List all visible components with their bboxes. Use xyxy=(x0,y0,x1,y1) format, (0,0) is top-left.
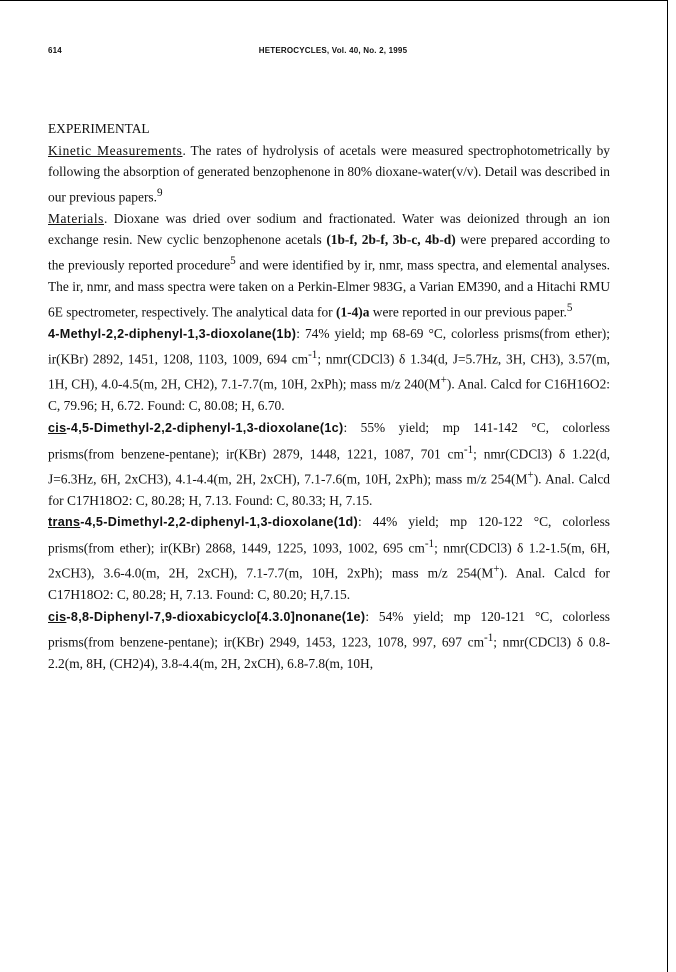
materials-paragraph xyxy=(48,208,610,323)
compound-1c-sup-2: + xyxy=(527,468,534,481)
materials-text-4: were reported in our previous paper. xyxy=(369,304,567,320)
compound-1d-text-1: : 44% yield; mp 120-122 °C, colorless prisms(from ether); ir(KBr) 2868, 1449, 1225, 1093, 1002, 695 cm xyxy=(48,514,610,556)
compound-1b-name: 4-Methyl-2,2-diphenyl-1,3-dioxolane(1b) xyxy=(48,326,297,341)
materials-heading: Materials xyxy=(48,210,104,226)
kinetic-paragraph xyxy=(48,140,610,208)
compound-1c-prefix: cis xyxy=(48,421,67,436)
compound-1e-prefix: cis xyxy=(48,609,67,624)
page-number: 614 xyxy=(48,46,62,55)
compound-1c-text-1: : 55% yield; mp 141-142 °C, colorless prisms(from benzene-pentane); ir(KBr) 2879, 1448, 1221, 1087, 701 cm xyxy=(48,420,610,462)
compound-1e-name-rest: -8,8-Diphenyl-7,9-dioxabicyclo[4.3.0]nonane(1e) xyxy=(66,609,366,624)
compound-1d-prefix: trans xyxy=(48,515,81,530)
materials-compounds-2: (1-4)a xyxy=(335,304,370,320)
compound-1c-text-2: ; nmr(CDCl3) δ 1.22(d, J=6.3Hz, 6H, 2xCH3), 4.1-4.4(m, 2H, 2xCH), 7.1-7.6(m, 10H, 2xPh); mass m/z 254(M xyxy=(48,446,610,487)
section-title: EXPERIMENTAL xyxy=(48,121,150,136)
compound-1b-text-1: : 74% yield; mp 68-69 °C, colorless prisms(from ether); ir(KBr) 2892, 1451, 1208, 1103, 1009, 694 cm xyxy=(48,325,610,367)
compound-1b-text-2: ; nmr(CDCl3) δ 1.34(d, J=5.7Hz, 3H, CH3), 3.57(m, 1H, CH), 4.0-4.5(m, 2H, CH2), 7.1-7.7(m, 10H, 2xPh); mass m/z 240(M xyxy=(48,351,610,392)
kinetic-text: . The rates of hydrolysis of acetals were measured spectrophotometrically by following the absorption of generated benzophenone in 80% dioxane-water(v/v). Detail was described in our previous papers. xyxy=(48,142,610,205)
kinetic-heading: Kinetic Measurements xyxy=(48,142,183,158)
compound-1d-sup-2: + xyxy=(493,563,500,576)
compound-1b-entry xyxy=(48,323,610,417)
compound-1b-sup-1: -1 xyxy=(308,349,318,362)
compound-1e-sup-1: -1 xyxy=(483,632,494,645)
materials-text-3: and were identified by ir, nmr, mass spectra, and elemental analyses. The ir, nmr, and mass spectra were taken on a Perkin-Elmer 983G, a Varian EM390, and a Hitachi RMU 6E spectrometer, respectively. The analytical data for xyxy=(48,257,610,320)
page-border-top xyxy=(0,0,668,1)
compound-1e-name xyxy=(48,610,365,624)
compound-1d-name xyxy=(48,515,358,529)
article-body xyxy=(48,118,610,675)
journal-citation: HETEROCYCLES, Vol. 40, No. 2, 1995 xyxy=(258,46,408,55)
compound-1c-entry xyxy=(48,417,610,511)
compound-1b-text-3: ). Anal. Calcd for C16H16O2: C, 79.96; H, 6.72. Found: C, 80.08; H, 6.70. xyxy=(48,376,610,414)
page-border-right xyxy=(667,0,668,972)
compound-1e-entry xyxy=(48,606,610,675)
materials-text-2: were prepared according to the previously reported procedure xyxy=(48,232,611,273)
compound-1c-sup-1: -1 xyxy=(463,443,474,456)
compound-1d-text-3: ). Anal. Calcd for C17H18O2: C, 80.28; H, 7.13. Found: C, 80.20; H,7.15. xyxy=(48,565,610,603)
kinetic-ref: 9 xyxy=(156,186,163,199)
compound-1d-name-rest: -4,5-Dimethyl-2,2-diphenyl-1,3-dioxolane(1d) xyxy=(80,515,359,530)
materials-text-1: . Dioxane was dried over sodium and fractionated. Water was deionized through an ion exchange resin. New cyclic benzophenone acetals xyxy=(48,210,610,248)
compound-1d-sup-1: -1 xyxy=(424,537,435,550)
compound-1d-entry xyxy=(48,511,610,605)
materials-compounds: (1b-f, 2b-f, 3b-c, 4b-d) xyxy=(326,232,456,248)
compound-1d-text-2: ; nmr(CDCl3) δ 1.2-1.5(m, 6H, 2xCH3), 3.6-4.0(m, 2H, 2xCH), 7.1-7.7(m, 10H, 2xPh); mass m/z 254(M xyxy=(48,540,610,581)
materials-ref-1: 5 xyxy=(230,255,236,268)
compound-1e-text-1: : 54% yield; mp 120-121 °C, colorless prisms(from benzene-pentane); ir(KBr) 2949, 1453, 1223, 1078, 997, 697 cm xyxy=(48,608,610,650)
materials-ref-2: 5 xyxy=(566,301,573,314)
compound-1e-text-2: ; nmr(CDCl3) δ 0.8-2.2(m, 8H, (CH2)4), 3.8-4.4(m, 2H, 2xCH), 6.8-7.8(m, 10H, xyxy=(48,634,610,672)
compound-1c-name xyxy=(48,421,343,435)
compound-1c-text-3: ). Anal. Calcd for C17H18O2: C, 80.28; H, 7.13. Found: C, 80.33; H, 7.15. xyxy=(48,471,610,508)
running-header xyxy=(48,46,618,58)
compound-1c-name-rest: -4,5-Dimethyl-2,2-diphenyl-1,3-dioxolane(1c) xyxy=(66,421,344,436)
compound-1b-sup-2: + xyxy=(440,374,447,387)
